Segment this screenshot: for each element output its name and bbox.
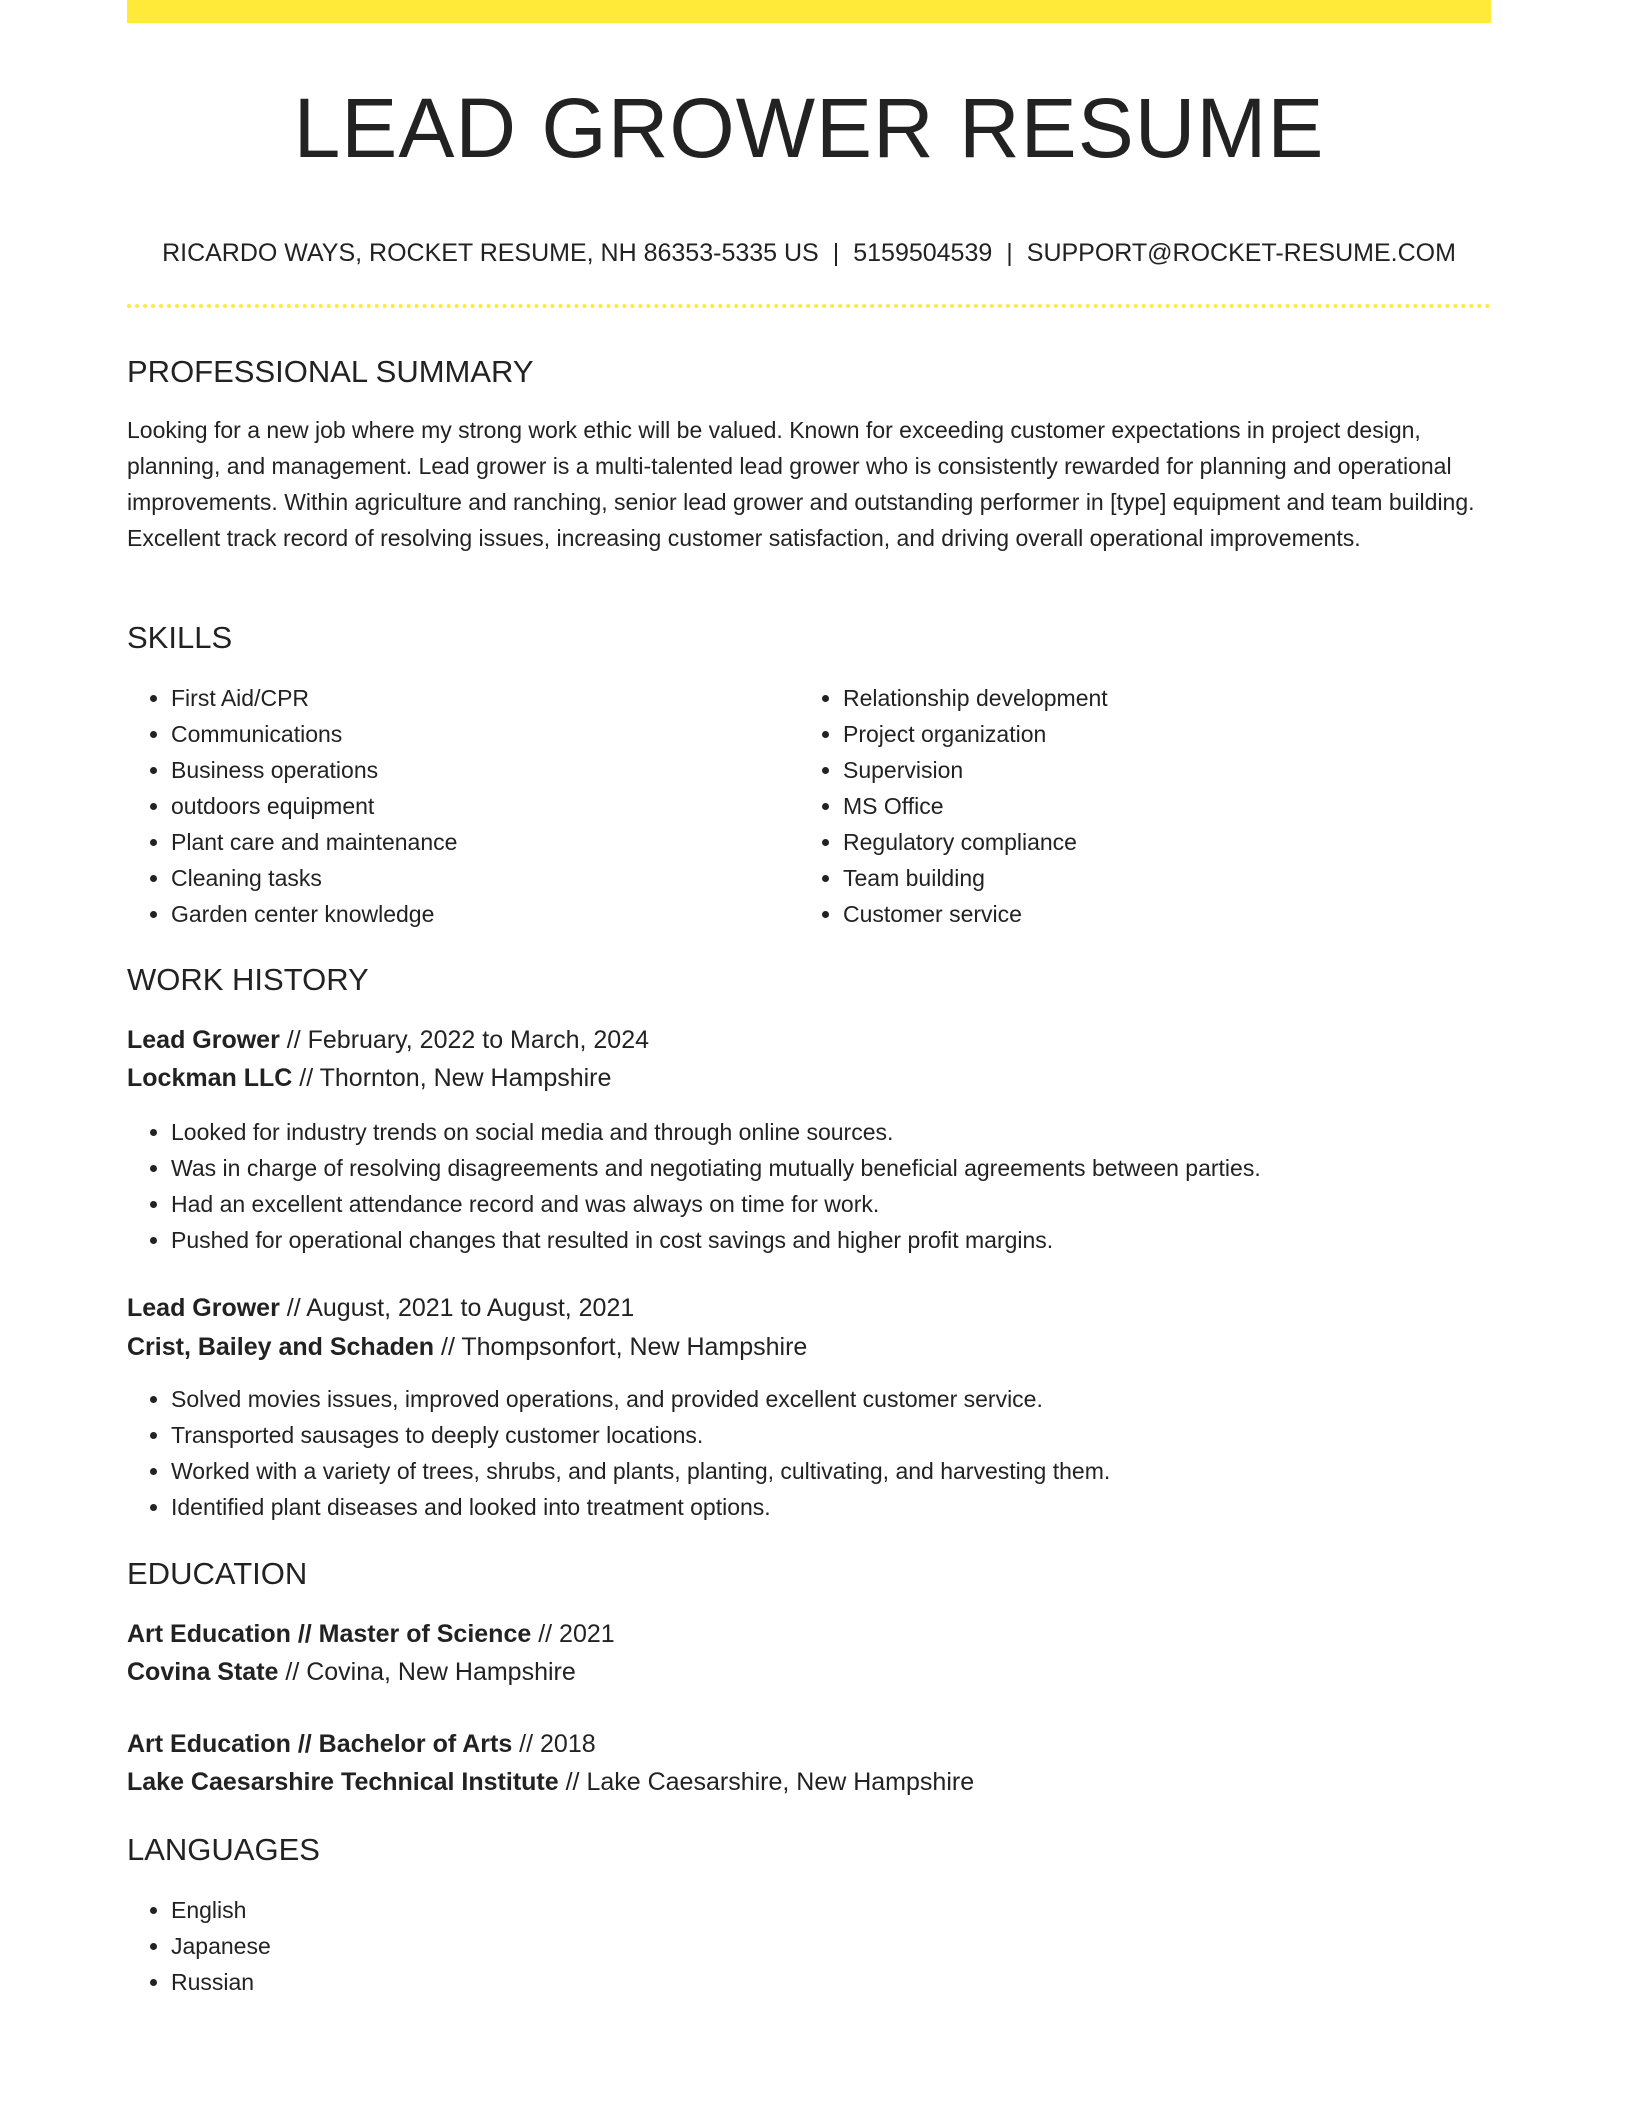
education-degree-line [127,1615,615,1653]
job-bullet: • Looked for industry trends on social media and through online sources. [171,1114,1491,1150]
skill-item: • First Aid/CPR [171,680,791,716]
job-bullet: • Identified plant diseases and looked into treatment options. [171,1489,1491,1525]
skill-item: • Cleaning tasks [171,860,791,896]
skill-item: • outdoors equipment [171,788,791,824]
skill-item: • Business operations [171,752,791,788]
education-school-line [127,1653,576,1691]
job-company: Lockman LLC [127,1064,293,1092]
languages-heading: LANGUAGES [127,1832,320,1867]
skill-item: • Customer service [843,896,1503,932]
education-heading: EDUCATION [127,1556,308,1591]
dotted-divider [127,304,1491,308]
education-school-line [127,1763,974,1801]
job-bullets [127,1114,1491,1258]
skill-item: • MS Office [843,788,1503,824]
education-degree: Art Education // Bachelor of Arts [127,1730,513,1758]
job-bullet: • Transported sausages to deeply customer locations. [171,1417,1491,1453]
language-item: • English [171,1892,771,1928]
summary-heading: PROFESSIONAL SUMMARY [127,354,534,389]
job-company-line [127,1328,807,1366]
top-accent-bar [127,0,1491,23]
skills-list-right [799,680,1503,932]
contact-email: SUPPORT@ROCKET-RESUME.COM [1026,239,1456,267]
language-item: • Russian [171,1964,771,2000]
job-company: Crist, Bailey and Schaden [127,1333,435,1361]
education-school: Covina State [127,1658,279,1686]
contact-separator: | [1006,239,1013,267]
job-title: Lead Grower [127,1294,280,1322]
work-heading: WORK HISTORY [127,962,369,997]
contact-separator: | [832,239,840,267]
education-school: Lake Caesarshire Technical Institute [127,1768,559,1796]
job-dates: // February, 2022 to March, 2024 [279,1026,650,1054]
skill-item: • Supervision [843,752,1503,788]
skill-item: • Communications [171,716,791,752]
skill-item: • Project organization [843,716,1503,752]
skills-list-left [127,680,791,932]
skills-heading: SKILLS [127,620,233,655]
job-location: // Thompsonfort, New Hampshire [434,1333,808,1361]
languages-list [127,1892,771,2000]
job-dates: // August, 2021 to August, 2021 [279,1294,635,1322]
skill-item: • Plant care and maintenance [171,824,791,860]
job-bullet: • Worked with a variety of trees, shrubs, and plants, planting, cultivating, and harvesting them. [171,1453,1491,1489]
skill-item: • Garden center knowledge [171,896,791,932]
education-location: // Lake Caesarshire, New Hampshire [558,1768,975,1796]
job-bullets [127,1381,1491,1525]
job-title: Lead Grower [127,1026,280,1054]
job-bullet: • Pushed for operational changes that resulted in cost savings and higher profit margins. [171,1222,1491,1258]
job-title-line [127,1289,634,1327]
job-bullet: • Was in charge of resolving disagreements and negotiating mutually beneficial agreements between parties. [171,1150,1491,1186]
education-year: // 2021 [531,1620,615,1648]
job-location: // Thornton, New Hampshire [292,1064,612,1092]
contact-line [127,233,1491,273]
education-location: // Covina, New Hampshire [278,1658,576,1686]
language-item: • Japanese [171,1928,771,1964]
skill-item: • Relationship development [843,680,1503,716]
job-bullet: • Had an excellent attendance record and was always on time for work. [171,1186,1491,1222]
skill-item: • Team building [843,860,1503,896]
job-bullet: • Solved movies issues, improved operations, and provided excellent customer service. [171,1381,1491,1417]
job-title-line [127,1021,649,1059]
contact-address: RICARDO WAYS, ROCKET RESUME, NH 86353-5335 US [162,239,819,267]
education-degree: Art Education // Master of Science [127,1620,532,1648]
summary-text: Looking for a new job where my strong work ethic will be valued. Known for exceeding customer expectations in project design, planning, and management. Lead grower is a multi-talented lead grower who is consistently rewarded for planning and operational improvements. Within agriculture and ranching, senior lead grower and outstanding performer in [type] equipment and team building. Excellent track record of resolving issues, increasing customer satisfaction, and driving overall operational improvements. [127,417,1475,551]
contact-phone: 5159504539 [853,239,993,267]
resume-title: LEAD GROWER RESUME [293,81,1325,175]
education-year: // 2018 [512,1730,596,1758]
skill-item: • Regulatory compliance [843,824,1503,860]
job-company-line [127,1059,611,1097]
education-degree-line [127,1725,596,1763]
